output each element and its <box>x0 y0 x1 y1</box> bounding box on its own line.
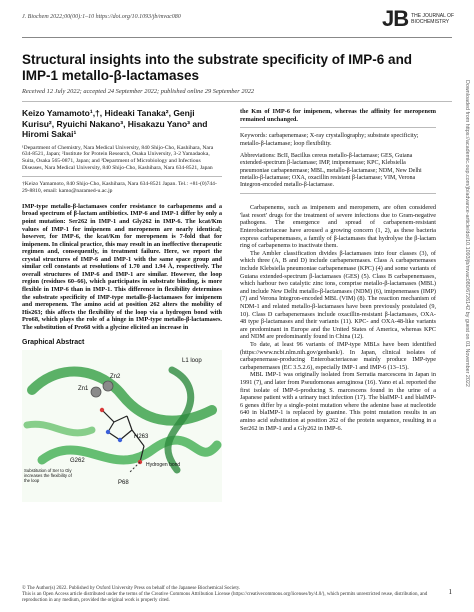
label-hydrogen-bond: Hydrogen bond <box>146 461 181 468</box>
journal-logo <box>382 6 454 32</box>
download-watermark: Downloaded from https://academic.oup.com/jb/advance-article/doi/10.1093/jb/mvac080/6726142 by guest on 01 November 2022 <box>464 80 470 387</box>
label-h263: H263 <box>134 433 149 440</box>
article-dates: Received 12 July 2022; accepted 24 September 2022; published online 29 September 2022 <box>22 88 255 95</box>
author-list: Keizo Yamamoto¹,†, Hideaki Tanaka², Genji Kurisu², Ryuichi Nakano³, Hisakazu Yano³ and Hiromi Sakai¹ <box>22 108 208 139</box>
paragraph-1: Carbapenems, such as imipenem and meropenem, are often considered 'last resort' drugs for the treatment of severe infections due to Gram-negative pathogens. The emergence and spread of carbapenem-resistant Enterobacteriaceae have aroused a growing concern (1, 2), as these bacteria express carbapenemases, a family of β-lactamases that hydrolyse the β-lactam ring of carbapenems to inactivate them. <box>240 204 436 250</box>
label-zn2: Zn2 <box>110 373 121 380</box>
label-zn1: Zn1 <box>78 385 89 392</box>
label-p68: P68 <box>118 479 129 486</box>
abbreviations-rule <box>240 193 436 194</box>
abbreviations: Abbreviations: BcII, Bacillus cereus metallo-β-lactamase; GES, Guiana extended-spectrum β-lactamase; IMP, imipenemase; KPC, Klebsiella pneumoniae carbapenemase; MBL, metallo-β-lactamase; NDM, New Delhi metallo-β-lactamase; OXA, oxacillin resistant β-lactamase; VIM, Verona Integron-encoded metallo-β-lactamase. <box>240 153 422 189</box>
page-number: 1 <box>448 588 452 596</box>
affiliations: ¹Department of Chemistry, Nara Medical University, 840 Shijo-Cho, Kashihara, Nara 634-8521, Japan; ²Institute for Protein Research, Osaka University, 3-2 Yamadaoka, Suita, Osaka 565-0871, Japan; and ³Department of Microbiology and Infectious Diseases, Nara Medical University, 840 Shijo-Cho, Kashihara, Nara 634-8521, Japan <box>22 144 214 172</box>
graphical-abstract-figure <box>22 350 222 502</box>
abstract-end: the Km of IMP-6 for imipenem, whereas the affinity for meropenem remained unchanged. <box>240 108 436 123</box>
copyright-line: © The Author(s) 2022. Published by Oxford University Press on behalf of the Japanese Biochemical Society. <box>22 586 241 591</box>
paragraph-4: MBL IMP-1 was originally isolated from Serratia marcescens in Japan in 1991 (7), and later from Pseudomonas aeruginosa (16). Yano et al. reported the first isolate of IMP-6-producing S. marcescens found in the urine of a Japanese patient with a urinary tract infection (17). The blaIMP-1 and blaIMP-6 genes differ by a single-point mutation where the adenine base at nucleotide 640 in blaIMP-1 is replaced by guanine. This point mutation results in an amino acid substitution at position 262 of the protein sequence, resulting in a Ser262 in IMP-1 and a Gly262 in IMP-6. <box>240 371 436 432</box>
title-rule <box>22 101 452 102</box>
header-rule <box>22 37 452 38</box>
journal-logo-mark: JB <box>382 6 409 31</box>
paragraph-2: The Ambler classification divides β-lactamases into four classes (3), of which three (A, B and D) include carbapenemases. Class A carbapenemases include Klebsiella pneumoniae carbapenemase (KPC) (4) and some variants of Guiana extended-spectrum β-lactamases (GES) (5). Class B carbapenemases, which harbour two catalytic zinc ions, comprise metallo-β-lactamases (MBL) and include New Delhi metallo-β-lactamases (NDM) (6), imipenemases (IMP) (7) and Verona Integron-encoded MBL (VIM) (8). The reaction mechanism of NDM-1 and related metallo-β-lactamases have been previously postulated (9, 10). Class D carbapenemases include oxacillin-resistant β-lactamases, OXA-48 type β-lactamases and their variants (11). KPC- and OXA-48-like variants are predominant in Europe and the United States of America, whereas KPC and NDM are predominantly found in China (12). <box>240 249 436 341</box>
abstract-rule <box>240 127 436 128</box>
keywords: Keywords: carbapenemase; X-ray crystallography; substrate specificity; metallo-β-lactamase; loop flexibility. <box>240 132 419 147</box>
running-header: J. Biochem 2022;00(00):1–10 https://doi.org/10.1093/jb/mvac080 <box>22 14 181 20</box>
abstract: IMP-type metallo-β-lactamases confer resistance to carbapenems and a broad spectrum of β-lactam antibiotics. IMP-6 and IMP-1 differ by only a point mutation: Ser262 in IMP-1 and Gly262 in IMP-6. The kcat/Km values of IMP-1 for imipenem and meropenem are nearly identical; however, for IMP-6, the kcat/Km for meropenem is 7-fold that for imipenem. In clinical practice, this may result in an ineffective therapeutic regimen and, consequently, in treatment failure. Here, we report the crystal structures of IMP-6 and IMP-1 with the same space group and similar cell constants at resolutions of 1.70 and 1.94 Å, respectively. The overall structures of IMP-6 and IMP-1 are similar. However, the loop region (residues 60–66), which participates in substrate binding, is more flexible in IMP-6 than in IMP-1. This difference in flexibility determines the substrate specificity of IMP-type metallo-β-lactamases for imipenem and meropenem. The amino acid at position 262 alters the mobility of His263; this affects the flexibility of the loop via a hydrogen bond with Pro68, which plays the role of a hinge in IMP-type metallo-β-lactamases. The substitution of Pro68 with a glycine elicited an increase in <box>22 202 222 331</box>
label-l1-loop: L1 loop <box>182 357 202 364</box>
article-title: Structural insights into the substrate specificity of IMP-6 and IMP-1 metallo-β-lactamases <box>22 52 413 83</box>
correspondence: †Keizo Yamamoto, 840 Shijo-Cho, Kashihara, Nara 634-8521 Japan. Tel.: +81-(0)744-29-8810, email: kamo@naramed-u.ac.jp <box>22 181 217 195</box>
left-column <box>22 108 222 502</box>
license-line: This is an Open Access article distributed under the terms of the Creative Commons Attribution License (https://creativecommons.org/licenses/by/4.0/), which permits unrestricted reuse, distribution, and reproduction in any medium, provided the original work is properly cited. <box>22 592 428 604</box>
right-column <box>240 108 436 432</box>
affiliation-rule <box>22 176 222 177</box>
label-g262: G262 <box>70 457 85 464</box>
graphical-abstract-heading: Graphical Abstract <box>22 339 85 347</box>
footer <box>22 586 452 605</box>
paragraph-3: To date, at least 96 variants of IMP-type MBLs have been identified (https://www.ncbi.nlm.nih.gov/genbank/). In Japan, clinical isolates of carbapenemase-producing Enterobacteriaceae mainly produce IMP-type carbapenemases (EC 3.5.2.6), especially IMP-1 and IMP-6 (13–15). <box>240 340 436 371</box>
label-substitution-note: Substitution of Ser to Gly increases the flexibility of the loop <box>24 467 72 483</box>
journal-logo-text: THE JOURNAL OF BIOCHEMISTRY <box>411 13 454 25</box>
